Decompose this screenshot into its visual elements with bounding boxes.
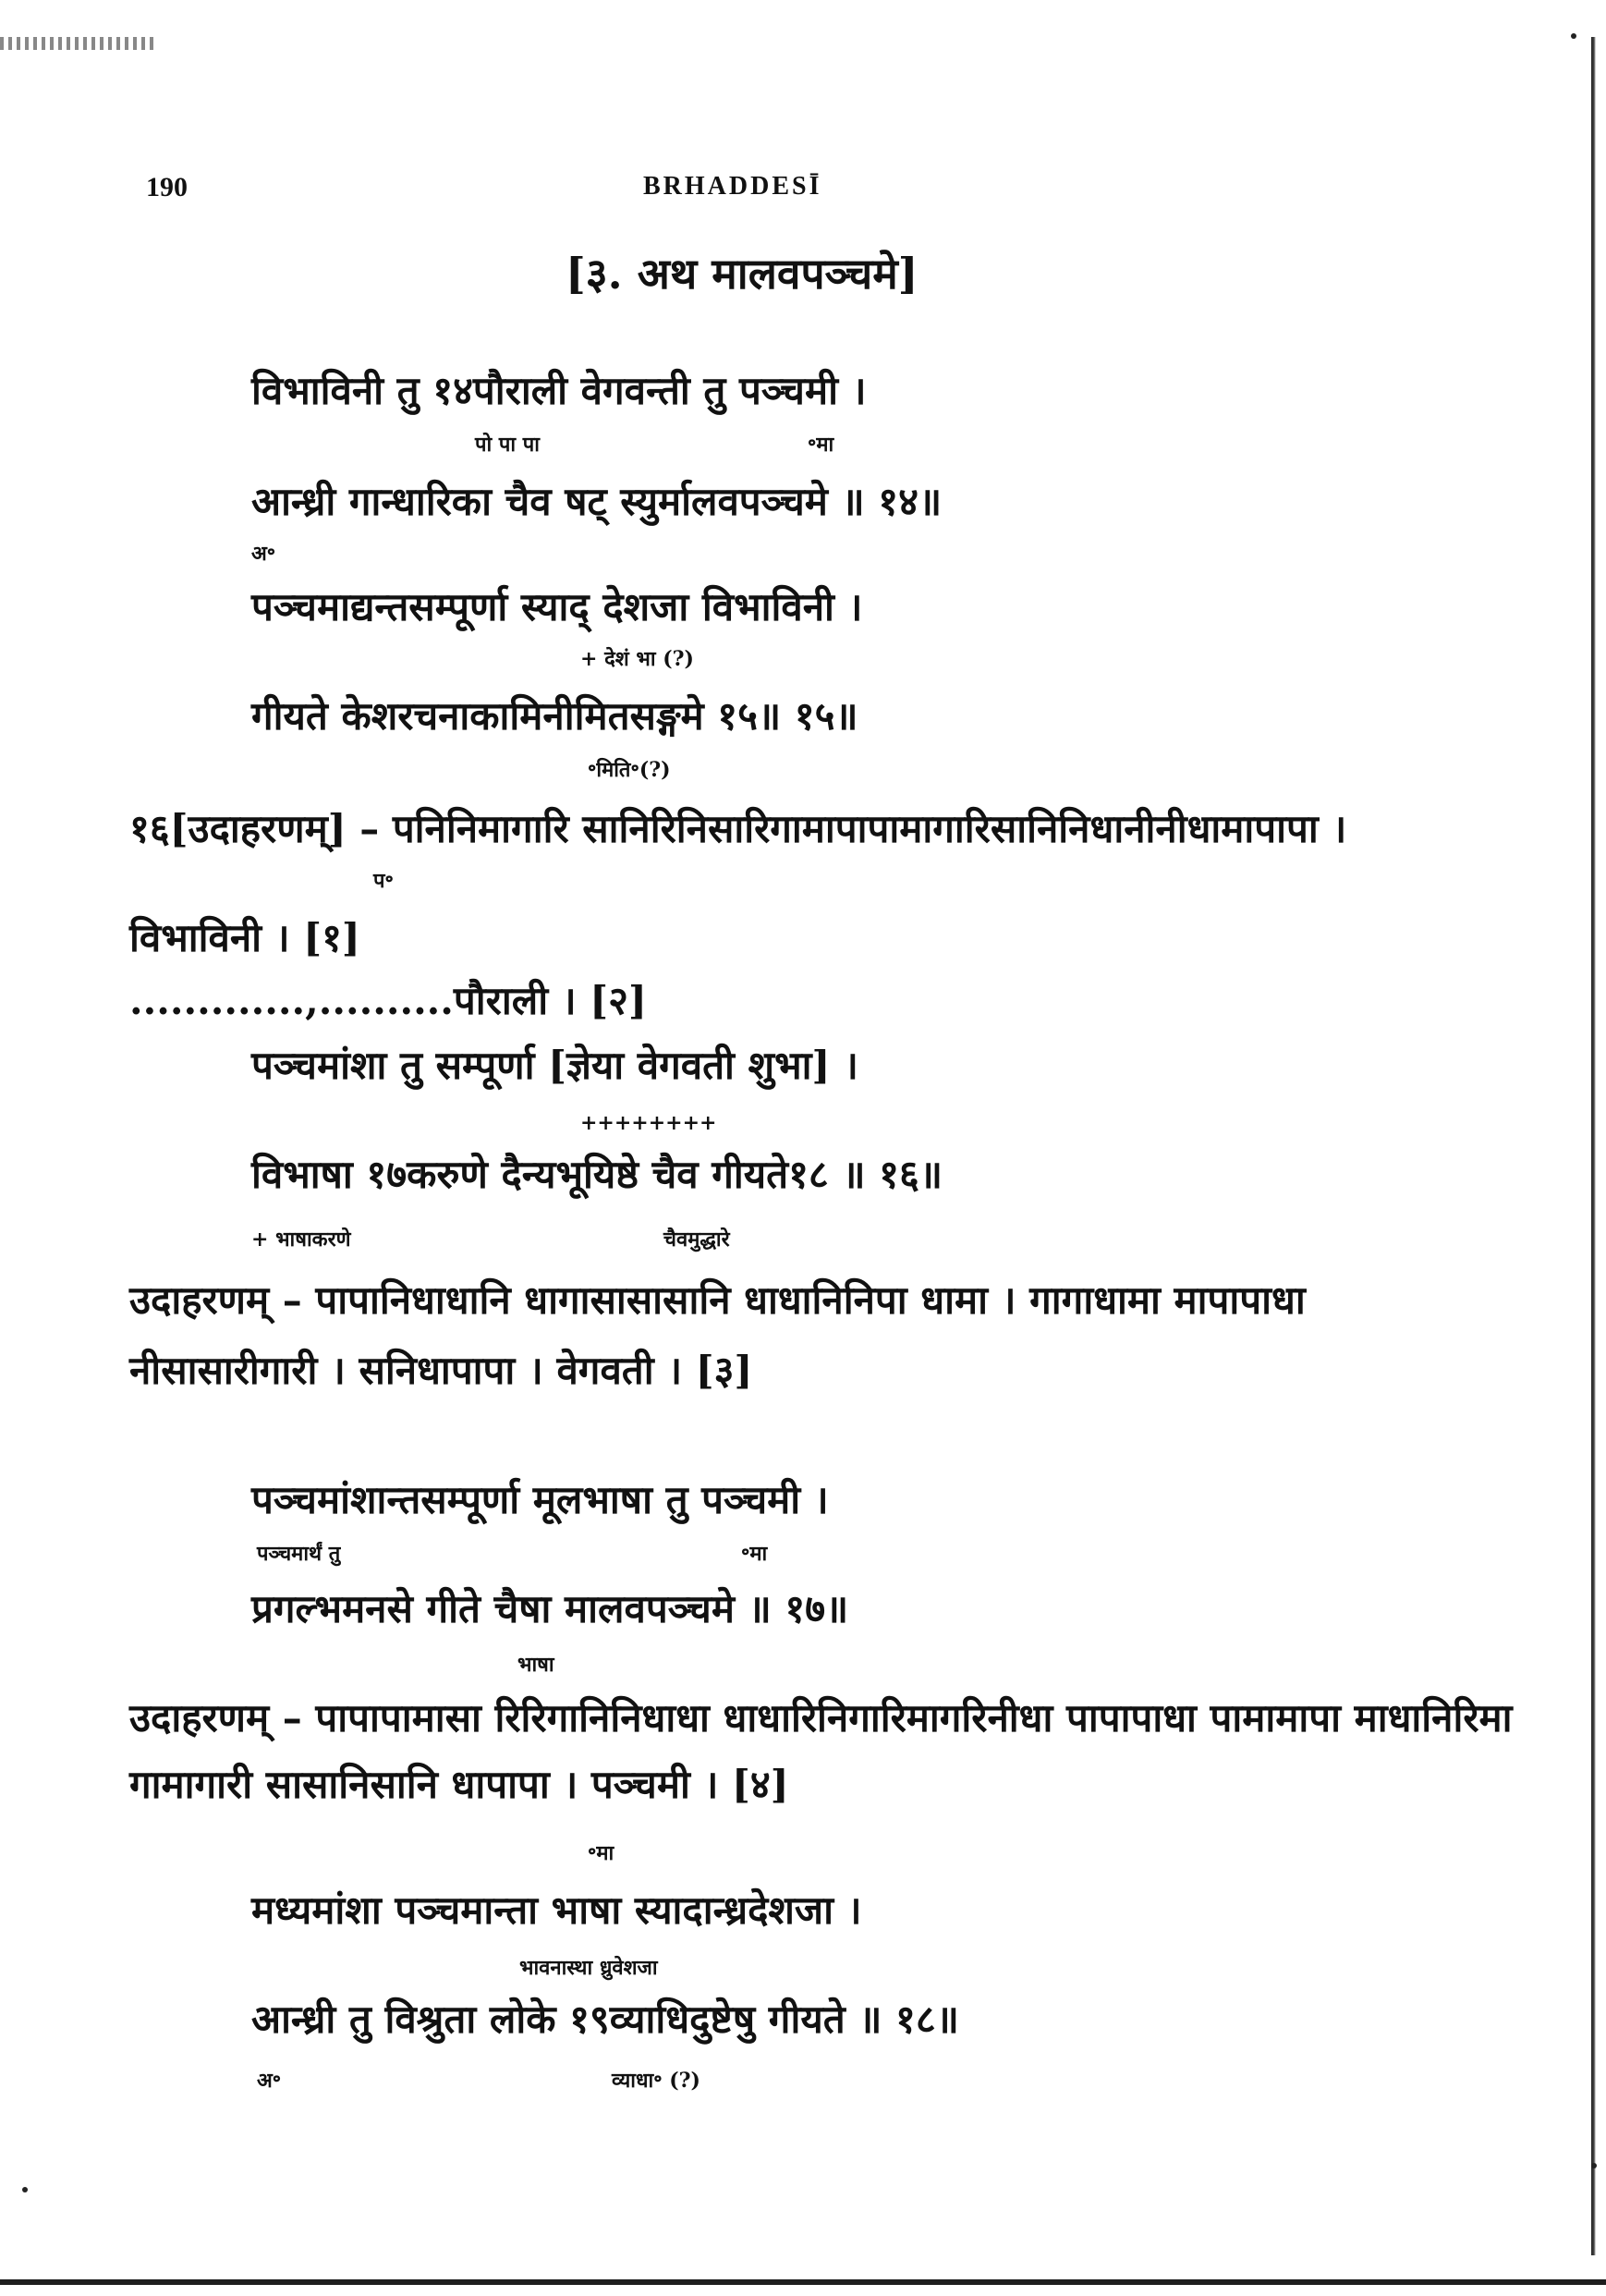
verse-line: गीयते केशरचनाकामिनीमितसङ्गमे १५॥ १५॥ [251,693,858,739]
verse-line: पञ्चमाद्यन्तसम्पूर्णा स्याद् देशजा विभाविनी । [251,584,863,629]
variant-note: + देशं भा (?) [580,647,694,671]
example-line: विभाविनी । [१] [129,915,360,960]
variant-note: भावनास्था ध्रुवेशजा [519,1956,658,1980]
variant-note: ++++++++ [580,1111,717,1135]
example-line: उदाहरणम् – पापानिधाधानि धागासासासानि धाधानिनिपा धामा । गागाधामा मापापाधा [129,1277,1306,1323]
page-number: 190 [146,172,188,202]
verse-line: पञ्चमांशान्तसम्पूर्णा मूलभाषा तु पञ्चमी । [251,1477,829,1522]
scan-speck [22,2187,28,2192]
scan-right-edge [1591,37,1596,2255]
verse-line: मध्यमांशा पञ्चमान्ता भाषा स्यादान्ध्रदेशजा । [251,1887,862,1933]
variant-note: + भाषाकरणे [251,1227,351,1252]
variant-note: व्याधा॰ (?) [612,2069,700,2093]
variant-note: भाषा [517,1653,554,1677]
running-head: BRHADDESĪ [643,172,822,201]
example-line: .............,..........पौराली । [२] [129,978,647,1023]
variant-note: ॰मा [588,1841,614,1865]
scan-bottom-edge [0,2279,1606,2285]
scan-speck [1571,33,1576,39]
variant-note: चैवमुद्धारे [663,1227,730,1252]
scan-corner-mark [0,37,157,50]
variant-note: ॰मा [741,1542,768,1566]
verse-line: आन्ध्री गान्धारिका चैव षट् स्युर्मालवपञ्चमे ॥ १४॥ [251,479,943,524]
variant-note: पञ्चमार्थं तु [257,1542,341,1566]
verse-line: पञ्चमांशा तु सम्पूर्णा [ज्ञेया वेगवती शुभा] । [251,1043,858,1088]
example-line: नीसासारीगारी । सनिधापापा । वेगवती । [३] [129,1348,753,1393]
verse-line: विभाषा १७करुणे दैन्यभूयिष्ठे चैव गीयते१८ ॥ १६॥ [251,1152,943,1197]
example-line: उदाहरणम् – पापापामासा रिरिगानिनिधाधा धाधारिनिगारिमागरिनीधा पापापाधा पामामापा माधानिरिमा [129,1695,1513,1740]
section-heading: [३. अथ मालवपञ्चमे] [566,249,919,299]
verse-line: आन्ध्री तु विश्रुता लोके १९व्याधिदुष्टेषु गीयते ॥ १८॥ [251,1997,959,2042]
variant-note: अ॰ [251,542,276,566]
variant-note: ॰मिति॰(?) [588,758,671,782]
scan-speck [1591,2163,1597,2168]
verse-line: प्रगल्भमनसे गीते चैषा मालवपञ्चमे ॥ १७॥ [251,1586,849,1631]
variant-note: अ॰ [257,2069,282,2093]
verse-line: विभाविनी तु १४पौराली वेगवन्ती तु पञ्चमी । [251,368,867,413]
variant-note: प॰ [373,869,394,893]
variant-note: पो पा पा [475,433,540,457]
example-line: १६[उदाहरणम्] – पनिनिमागारि सानिरिनिसारिगामापापामागारिसानिनिधानीनीधामापापा । [129,806,1347,851]
example-line: गामागारी सासानिसानि धापापा । पञ्चमी । [४] [129,1762,789,1807]
variant-note: ॰मा [808,433,834,457]
